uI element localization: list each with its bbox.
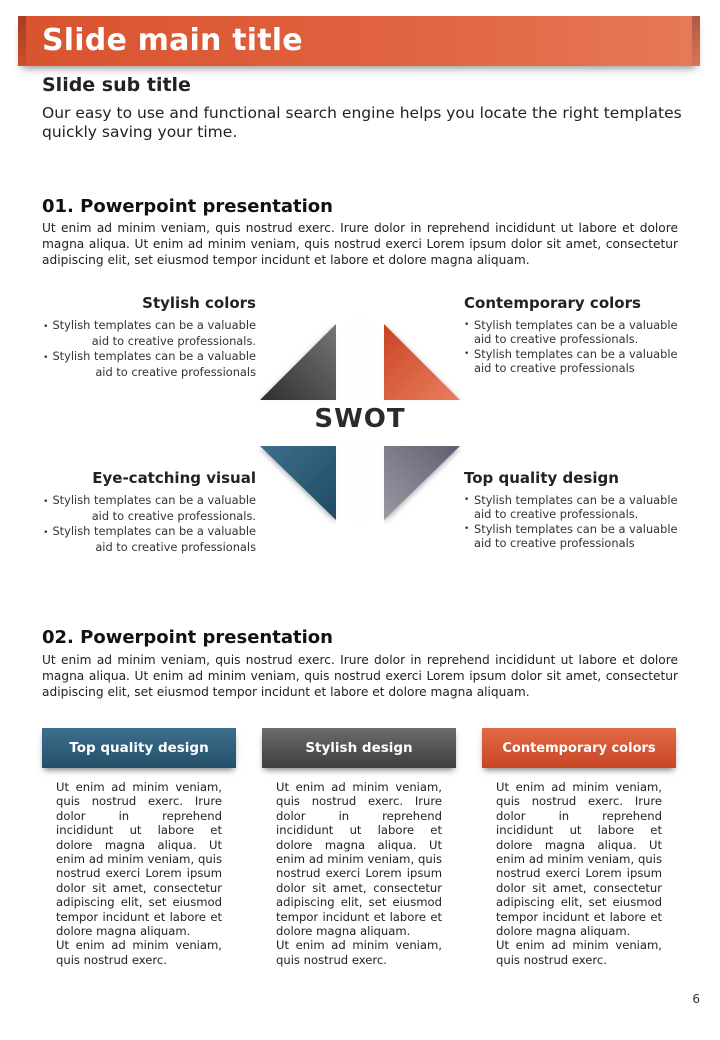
card-title: Top quality design <box>69 740 209 756</box>
swot-block-top-quality-design <box>464 469 680 551</box>
intro-text: Our easy to use and functional search engine helps you locate the right templates quickly saving your time. <box>42 104 682 141</box>
swot-block-title: Top quality design <box>464 469 619 487</box>
card-header-contemporary-colors <box>482 728 676 768</box>
swot-bullet: • Stylish templates can be a valuable aid to creative professionals <box>40 524 256 555</box>
swot-quadrant-bottom-right <box>384 446 460 520</box>
section-2-text: Ut enim ad minim veniam, quis nostrud exerc. Irure dolor in reprehend incididunt ut labore et dolore magna aliqua. Ut enim ad minim veniam, quis nostrud exerci Lorem ipsum dolor sit amet, consectetur adipiscing elit, set eiusmod tempor incidunt et labore et dolore magna aliquam. <box>42 653 678 699</box>
section-1-text: Ut enim ad minim veniam, quis nostrud exerc. Irure dolor in reprehend incididunt ut labore et dolore magna aliqua. Ut enim ad minim veniam, quis nostrud exerci Lorem ipsum dolor sit amet, consectetur adipiscing elit, set eiusmod tempor incidunt et labore et dolore magna aliquam. <box>42 221 678 267</box>
card-body-text: Ut enim ad minim veniam, quis nostrud exerc. Irure dolor in reprehend incididunt ut labore et dolore magna aliqua. Ut enim ad minim veniam, quis nostrud exerci Lorem ipsum dolor sit amet, consectetur adipiscing elit, set eiusmod tempor incidunt et labore et dolore magna aliquam. Ut enim ad minim veniam, quis nostrud exerc. <box>276 780 442 967</box>
swot-bullet: • Stylish templates can be a valuable aid to creative professionals <box>464 347 680 376</box>
swot-block-contemporary-colors <box>464 294 680 376</box>
swot-block-title: Eye-catching visual <box>92 469 256 487</box>
swot-bullet-list <box>40 318 256 380</box>
swot-quadrant-top-right <box>384 324 460 400</box>
section-1-heading: 01. Powerpoint presentation <box>42 196 333 217</box>
swot-bullet-list <box>40 493 256 555</box>
swot-bullet: • Stylish templates can be a valuable aid to creative professionals. <box>40 493 256 524</box>
page-number: 6 <box>692 992 700 1006</box>
swot-center-label: SWOT <box>314 404 406 434</box>
swot-bullet-list <box>464 493 680 551</box>
swot-bullet: • Stylish templates can be a valuable aid to creative professionals <box>40 349 256 380</box>
slide-main-title: Slide main title <box>42 23 303 58</box>
card-body-text: Ut enim ad minim veniam, quis nostrud exerc. Irure dolor in reprehend incididunt ut labore et dolore magna aliqua. Ut enim ad minim veniam, quis nostrud exerci Lorem ipsum dolor sit amet, consectetur adipiscing elit, set eiusmod tempor incidunt et labore et dolore magna aliquam. Ut enim ad minim veniam, quis nostrud exerc. <box>496 780 662 967</box>
swot-bullet: • Stylish templates can be a valuable aid to creative professionals. <box>40 318 256 349</box>
card-title: Contemporary colors <box>502 740 656 756</box>
swot-bullet-list <box>464 318 680 376</box>
card-header-stylish-design <box>262 728 456 768</box>
swot-block-eye-catching-visual <box>40 469 256 555</box>
swot-quadrant-bottom-left <box>260 446 336 520</box>
card-header-top-quality-design <box>42 728 236 768</box>
swot-bullet: • Stylish templates can be a valuable aid to creative professionals. <box>464 318 680 347</box>
card-body-text: Ut enim ad minim veniam, quis nostrud exerc. Irure dolor in reprehend incididunt ut labore et dolore magna aliqua. Ut enim ad minim veniam, quis nostrud exerci Lorem ipsum dolor sit amet, consectetur adipiscing elit, set eiusmod tempor incidunt et labore et dolore magna aliquam. Ut enim ad minim veniam, quis nostrud exerc. <box>56 780 222 967</box>
swot-block-stylish-colors <box>40 294 256 380</box>
swot-bullet: • Stylish templates can be a valuable aid to creative professionals. <box>464 493 680 522</box>
swot-block-title: Contemporary colors <box>464 294 641 312</box>
title-bar <box>18 16 700 66</box>
slide-sub-title: Slide sub title <box>42 74 191 96</box>
swot-bullet: • Stylish templates can be a valuable aid to creative professionals <box>464 522 680 551</box>
swot-quadrant-top-left <box>260 324 336 400</box>
swot-block-title: Stylish colors <box>142 294 256 312</box>
section-2-heading: 02. Powerpoint presentation <box>42 627 333 648</box>
card-title: Stylish design <box>305 740 413 756</box>
